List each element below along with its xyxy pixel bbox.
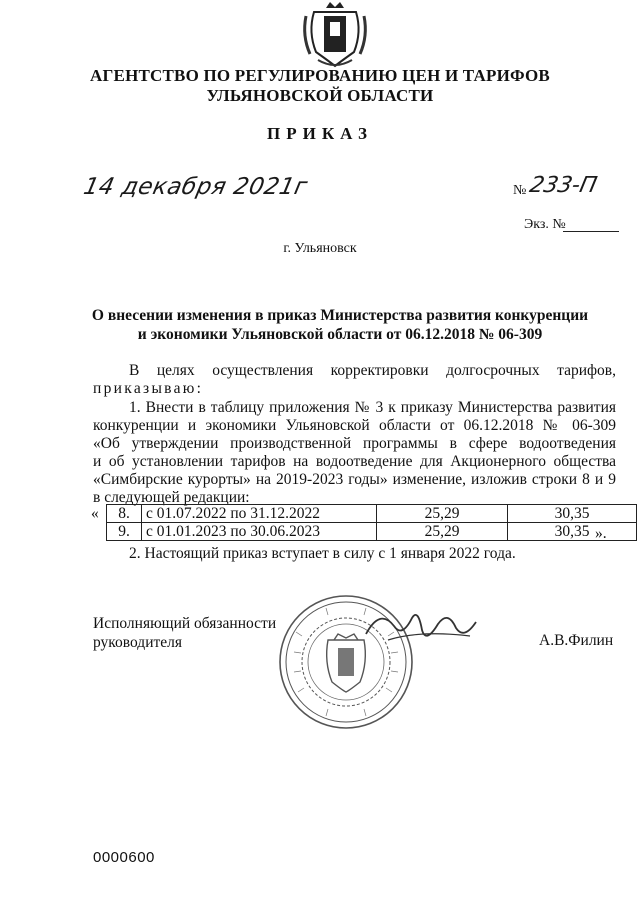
item2-text: 2. Настоящий приказ вступает в силу с 1 января 2022 года. [129,545,516,562]
coat-of-arms-icon [300,2,370,70]
quote-close: ». [595,525,607,542]
intro-line1: В целях осуществления корректировки долгосрочных тарифов, [129,362,616,379]
agency-name-line2: УЛЬЯНОВСКОЙ ОБЛАСТИ [206,86,434,105]
signatory-position-line1: Исполняющий обязанности [93,615,277,632]
copy-number-label: Экз. № [524,217,566,232]
row-period: с 01.01.2023 по 30.06.2023 [142,523,377,541]
signatory-name: А.В.Филин [539,632,614,649]
item1-line: в следующей редакции: [93,489,250,506]
handwritten-order-number: 233-П [527,173,600,198]
number-label: № [513,183,527,198]
signatory-position [93,614,276,652]
item1-line: «Об утверждении производственной программы в сфере водоотведения [93,435,616,452]
row-value1: 25,29 [377,523,508,541]
item1-line: «Симбирские курорты» на 2019-2023 годы» изменение, изложив строки 8 и 9 [93,471,616,488]
city: г. Ульяновск [283,241,357,256]
handwritten-signature-icon [360,600,480,660]
row-period: с 01.07.2022 по 31.12.2022 [142,505,377,523]
table-row [107,523,637,541]
document-type-title: ПРИКАЗ [267,124,373,143]
agency-name-line1: АГЕНТСТВО ПО РЕГУЛИРОВАНИЮ ЦЕН И ТАРИФОВ [90,66,550,85]
row-number: 8. [107,505,142,523]
row-value2: 30,35 [508,505,637,523]
quote-open: « [91,505,99,522]
handwritten-date: 14 декабря 2021г [81,174,310,200]
tariff-rows-table [106,504,637,541]
form-serial-number: 0000600 [93,849,155,866]
subject-line1: О внесении изменения в приказ Министерства развития конкуренции [91,307,589,324]
subject-line2: и экономики Ульяновской области от 06.12.2018 № 06-309 [137,326,543,343]
item1-line: 1. Внести в таблицу приложения № 3 к приказу Министерства развития [129,399,616,416]
row-value1: 25,29 [377,505,508,523]
row-number: 9. [107,523,142,541]
row-value2: 30,35 [508,523,637,541]
signatory-position-line2: руководителя [93,634,183,651]
table-row [107,505,637,523]
item1-line: конкуренции и экономики Ульяновской области от 06.12.2018 № 06-309 [93,417,616,434]
copy-number-blank [563,231,619,232]
item1-line: и об установлении тарифов на водоотведение для Акционерного общества [93,453,616,470]
intro-line2: приказываю: [93,380,204,397]
